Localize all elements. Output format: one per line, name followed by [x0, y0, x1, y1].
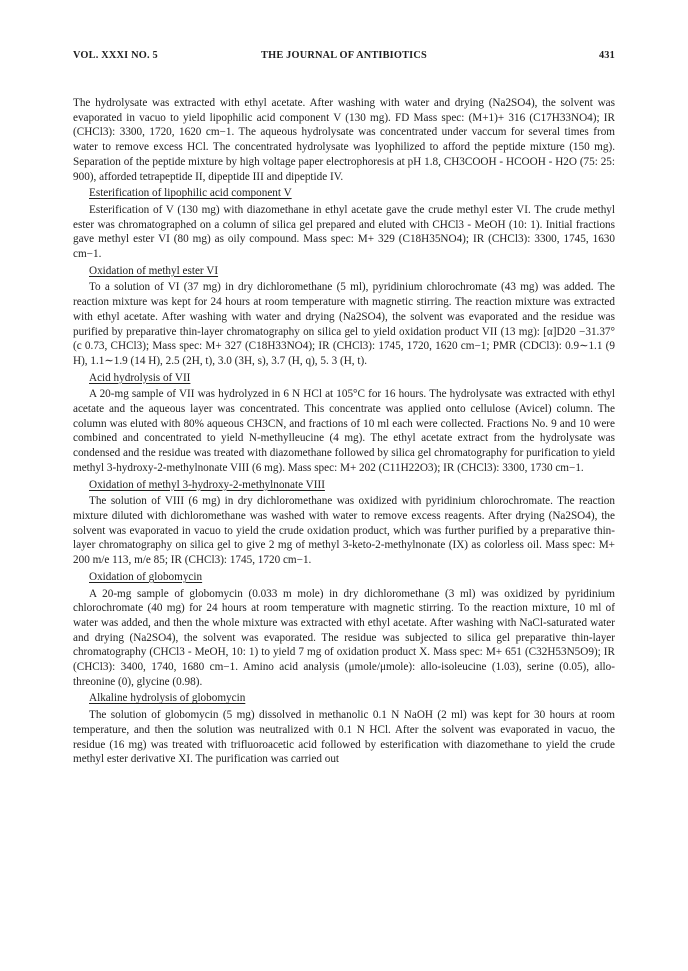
section-paragraph: A 20-mg sample of VII was hydrolyzed in 6 N HCl at 105°C for 16 hours. The hydrolysate was extracted with ethyl acetate and the aqueous layer was concentrated. This concentrate was applied onto cellulose (Avicel) column. The column was eluted with 80% aqueous CH3CN, and fractions of 10 ml each were collected. Fractions No. 9 and 10 were combined and concentrated to yield N-methylleucine (4 mg). The ethyl acetate extract from the hydrolysate was condensed and the residue was treated with diazomethane followed by silica gel chromatography for purification to yield methyl 3-hydroxy-2-methylnonate VIII (6 mg). Mass spec: M+ 202 (C11H22O3); IR (CHCl3): 3300, 1730 cm−1. [73, 388, 615, 474]
article-body [73, 96, 615, 767]
section-paragraph: The solution of globomycin (5 mg) dissolved in methanolic 0.1 N NaOH (2 ml) was kept for 30 hours at room temperature, and then the solution was neutralized with 0.1 N HCl. After the solvent was evaporated in vacuo, the residue (16 mg) was treated with trifluoroacetic acid followed by esterification with diazomethane to yield the crude methyl ester derivative XI. The purification was carried out [73, 709, 615, 766]
section-heading: Oxidation of methyl ester VI [89, 264, 219, 277]
section-paragraph: The hydrolysate was extracted with ethyl acetate. After washing with water and drying (Na2SO4), the solvent was evaporated in vacuo to yield lipophilic acid component V (130 mg). FD Mass spec: (M+1)+ 316 (C17H33NO4); IR (CHCl3): 3300, 1720, 1620 cm−1. The aqueous hydrolysate was concentrated under vaccum for several times from water to remove excess HCl. The concentrated hydrolysate was lyophilized to afford the peptide mixture (150 mg). Separation of the peptide mixture by high voltage paper electrophoresis at pH 1.8, CH3COOH - HCOOH - H2O (75: 25: 900), afforded tetrapeptide II, dipeptide III and dipeptide IV. [73, 97, 615, 183]
journal-page [73, 50, 615, 767]
section-heading: Oxidation of methyl 3-hydroxy-2-methylnonate VIII [89, 478, 325, 491]
section-paragraph: The solution of VIII (6 mg) in dry dichloromethane was oxidized with pyridinium chlorochromate. The reaction mixture diluted with dichloromethane was washed with water to remove excess reagents. After drying (Na2SO4), the solvent was evaporated in vacuo to yield the crude oxidation product, which was further purified by a preparative thin-layer chromatography on silica gel to give 2 mg of methyl 3-keto-2-methylnonate (IX) as colorless oil. Mass spec: M+ 200 m/e 113, m/e 85; IR (CHCl3): 1745, 1720 cm−1. [73, 495, 615, 567]
section-heading: Esterification of lipophilic acid component V [89, 187, 292, 200]
section-heading: Oxidation of globomycin [89, 570, 203, 583]
volume-label: VOL. XXXI NO. 5 [73, 50, 158, 61]
section-paragraph: A 20-mg sample of globomycin (0.033 m mole) in dry dichloromethane (3 ml) was oxidized by pyridinium chlorochromate (40 mg) for 24 hours at room temperature with magnetic stirring. To the reaction mixture, 10 ml of water was added, and then the whole mixture was extracted with ethyl acetate. After washing with NaCl-saturated water and drying (Na2SO4), the solvent was evaporated. The residue was subjected to silica gel preparative thin-layer chromatography (CHCl3 - MeOH, 10: 1) to yield 7 mg of oxidation product X. Mass spec: M+ 651 (C32H53N5O9); IR (CHCl3): 3400, 1740, 1680 cm−1. Amino acid analysis (μmole/μmole): allo-isoleucine (1.03), serine (0.05), allo-threonine (0), glycine (0.98). [73, 587, 615, 688]
page-number: 431 [598, 50, 615, 61]
section-heading: Alkaline hydrolysis of globomycin [89, 692, 246, 705]
section-paragraph: To a solution of VI (37 mg) in dry dichloromethane (5 ml), pyridinium chlorochromate (43 mg) was added. The reaction mixture was kept for 24 hours at room temperature with magnetic stirring. The reaction mixture was extracted with ethyl acetate. After washing with water and drying (Na2SO4), the solvent was evaporated and the residue was purified by preparative thin-layer chromatography on silica gel to yield oxidation product VII (13 mg): [α]D20 −31.37° (c 0.73, CHCl3); Mass spec: M+ 327 (C18H33NO4); IR (CHCl3): 1745, 1720, 1620 cm−1; PMR (CDCl3): 0.9∼1.1 (9 H), 1.1∼1.9 (14 H), 2.5 (2H, t), 3.0 (3H, s), 3.7 (H, q), 5. 3 (H, t). [73, 281, 615, 367]
section-paragraph: Esterification of V (130 mg) with diazomethane in ethyl acetate gave the crude methyl ester VI. The crude methyl ester was chromatographed on a column of silica gel prepared and eluted with CHCl3 - MeOH (10: 1). Initial fractions gave methyl ester VI (80 mg) as oily compound. Mass spec: M+ 329 (C18H35NO4); IR (CHCl3): 3300, 1745, 1630 cm−1. [73, 203, 615, 261]
running-header [73, 50, 615, 68]
section-heading: Acid hydrolysis of VII [89, 371, 191, 384]
journal-title: THE JOURNAL OF ANTIBIOTICS [261, 50, 427, 61]
